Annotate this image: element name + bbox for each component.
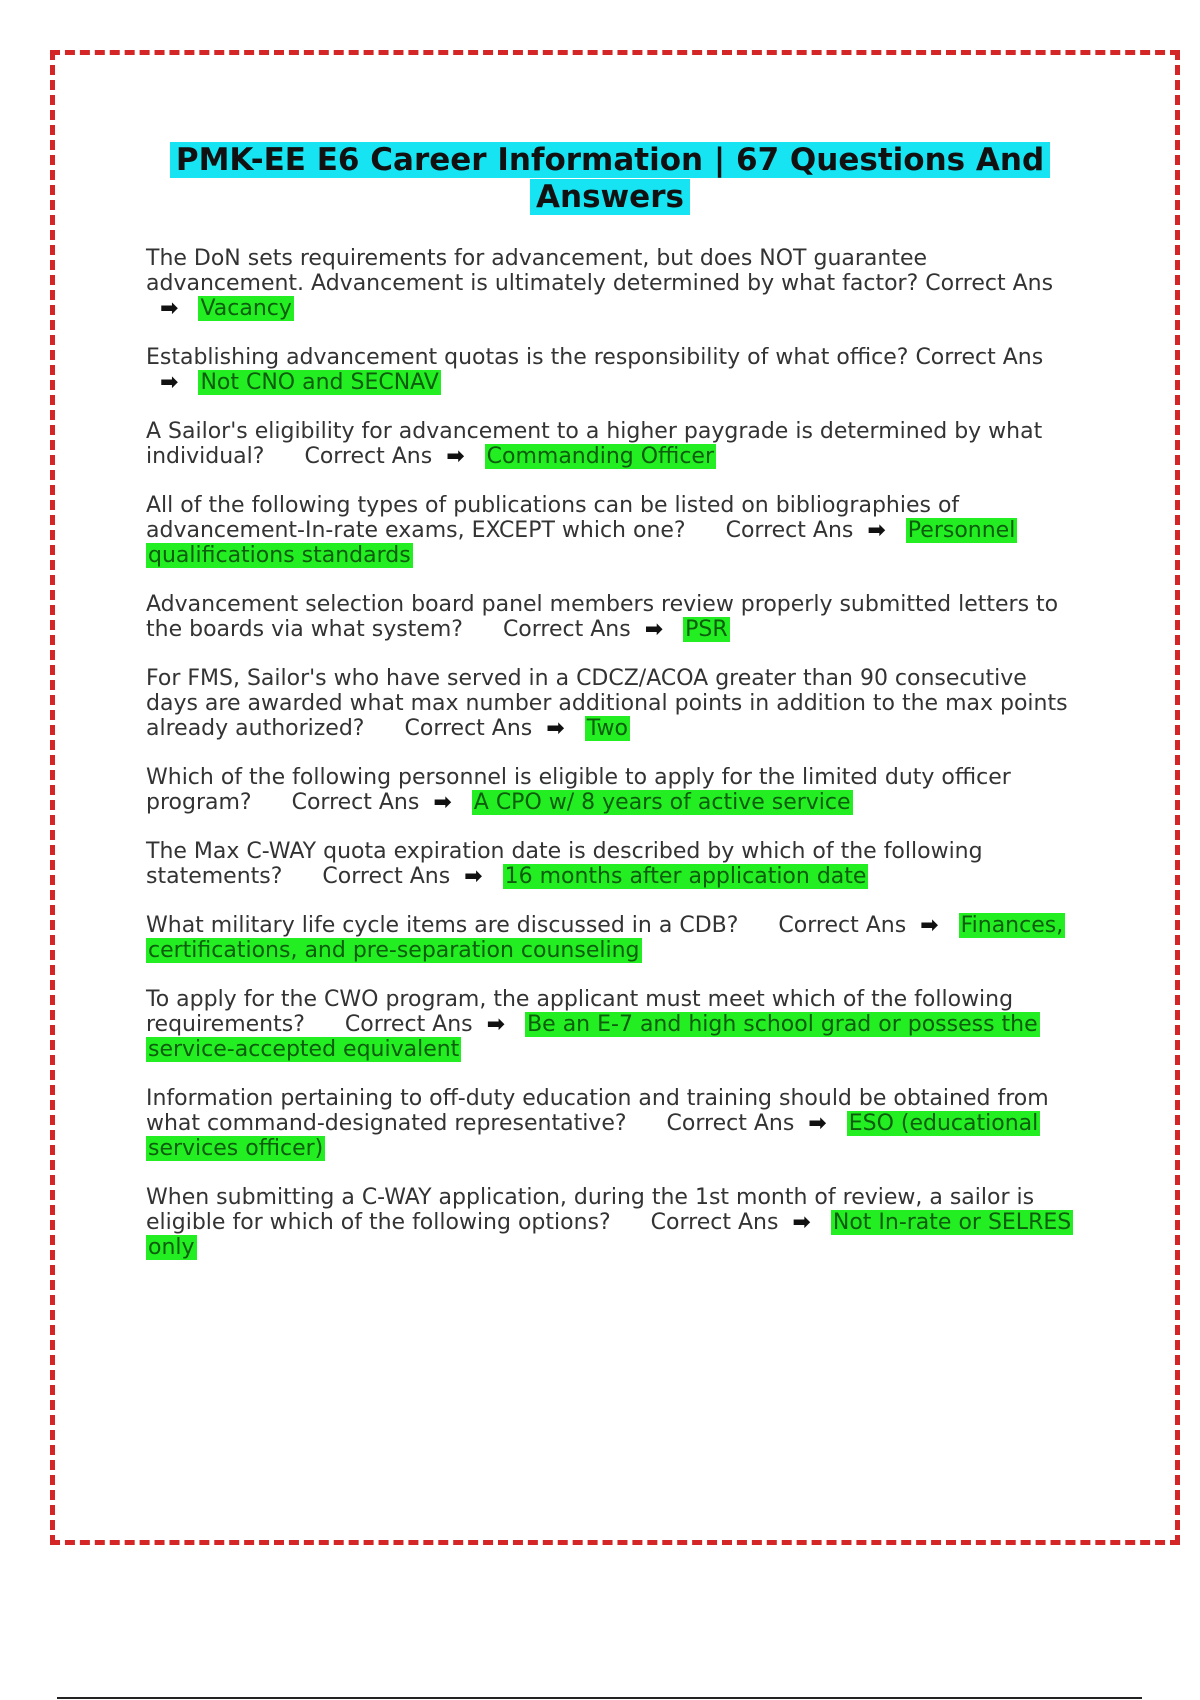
answer-text: Finances, certifications, and pre-separation counseling	[148, 913, 1064, 963]
answer-prefix: Correct Ans	[915, 345, 1044, 370]
answer-text: Commanding Officer	[486, 444, 714, 469]
question-text: Which of the following personnel is eligible to apply for the limited duty officer program?	[146, 765, 1011, 815]
answer-prefix: Correct Ans	[666, 1111, 795, 1136]
right-arrow-icon: ➡	[446, 444, 465, 469]
qa-item	[146, 592, 1081, 642]
answer-text: Not CNO and SECNAV	[200, 370, 439, 395]
answer-prefix: Correct Ans	[650, 1210, 779, 1235]
answer-prefix: Correct Ans	[778, 913, 907, 938]
answer-text: Two	[586, 716, 628, 741]
qa-item	[146, 419, 1081, 469]
answer-prefix: Correct Ans	[291, 790, 420, 815]
question-text: Information pertaining to off-duty education and training should be obtained from what command-designated representative?	[146, 1086, 1049, 1136]
right-arrow-icon: ➡	[464, 864, 483, 889]
qa-item	[146, 765, 1081, 815]
answer-text: Vacancy	[200, 296, 292, 321]
question-text: What military life cycle items are discussed in a CDB?	[146, 913, 739, 938]
right-arrow-icon: ➡	[808, 1111, 827, 1136]
document-title	[140, 142, 1080, 216]
right-arrow-icon: ➡	[644, 617, 664, 642]
answer-text: PSR	[685, 617, 728, 642]
question-text: When submitting a C-WAY application, during the 1st month of review, a sailor is eligible for which of the following options?	[146, 1185, 1035, 1235]
right-arrow-icon: ➡	[867, 518, 886, 543]
right-arrow-icon: ➡	[920, 913, 939, 938]
answer-text: Not In-rate or SELRES only	[148, 1210, 1072, 1260]
answer-text: ESO (educational services officer)	[148, 1111, 1039, 1161]
question-text: All of the following types of publications can be listed on bibliographies of advancement-In-rate exams, EXCEPT which one?	[146, 493, 960, 543]
right-arrow-icon: ➡	[546, 716, 565, 741]
qa-item	[146, 913, 1081, 963]
question-text: Advancement selection board panel members review properly submitted letters to the boards via what system?	[146, 592, 1059, 642]
right-arrow-icon: ➡	[433, 790, 452, 815]
answer-prefix: Correct Ans	[502, 617, 631, 642]
answer-prefix: Correct Ans	[304, 444, 433, 469]
qa-item	[146, 493, 1081, 568]
answer-prefix: Correct Ans	[322, 864, 451, 889]
question-text: The DoN sets requirements for advancement, but does NOT guarantee advancement. Advancement is ultimately determined by what factor?	[146, 246, 928, 296]
answer-text: A CPO w/ 8 years of active service	[473, 790, 851, 815]
question-text: Establishing advancement quotas is the responsibility of what office?	[146, 345, 909, 370]
qa-item	[146, 839, 1081, 889]
question-text: A Sailor's eligibility for advancement to a higher paygrade is determined by what individual?	[146, 419, 1043, 469]
title-text: PMK-EE E6 Career Information | 67 Questions And Answers	[170, 142, 1050, 215]
answer-prefix: Correct Ans	[404, 716, 533, 741]
qa-list	[146, 246, 1081, 1284]
answer-prefix: Correct Ans	[925, 271, 1054, 296]
answer-text: 16 months after application date	[504, 864, 867, 889]
answer-prefix: Correct Ans	[725, 518, 854, 543]
answer-prefix: Correct Ans	[344, 1012, 473, 1037]
question-text: To apply for the CWO program, the applicant must meet which of the following requirements?	[146, 987, 1014, 1037]
right-arrow-icon: ➡	[160, 296, 179, 321]
qa-item	[146, 987, 1081, 1062]
qa-item	[146, 666, 1081, 741]
qa-item	[146, 1086, 1081, 1161]
right-arrow-icon: ➡	[160, 370, 179, 395]
qa-item	[146, 345, 1081, 395]
footer-rule	[57, 1697, 1142, 1699]
qa-item	[146, 1185, 1081, 1260]
question-text: The Max C-WAY quota expiration date is described by which of the following statements?	[146, 839, 983, 889]
qa-item	[146, 246, 1081, 321]
right-arrow-icon: ➡	[486, 1012, 506, 1037]
answer-text: Personnel qualifications standards	[148, 518, 1016, 568]
answer-text: Be an E-7 and high school grad or possess the service-accepted equivalent	[148, 1012, 1038, 1062]
question-text: For FMS, Sailor's who have served in a CDCZ/ACOA greater than 90 consecutive days are awarded what max number additional points in addition to the max points already authorized?	[146, 666, 1068, 741]
right-arrow-icon: ➡	[792, 1210, 811, 1235]
